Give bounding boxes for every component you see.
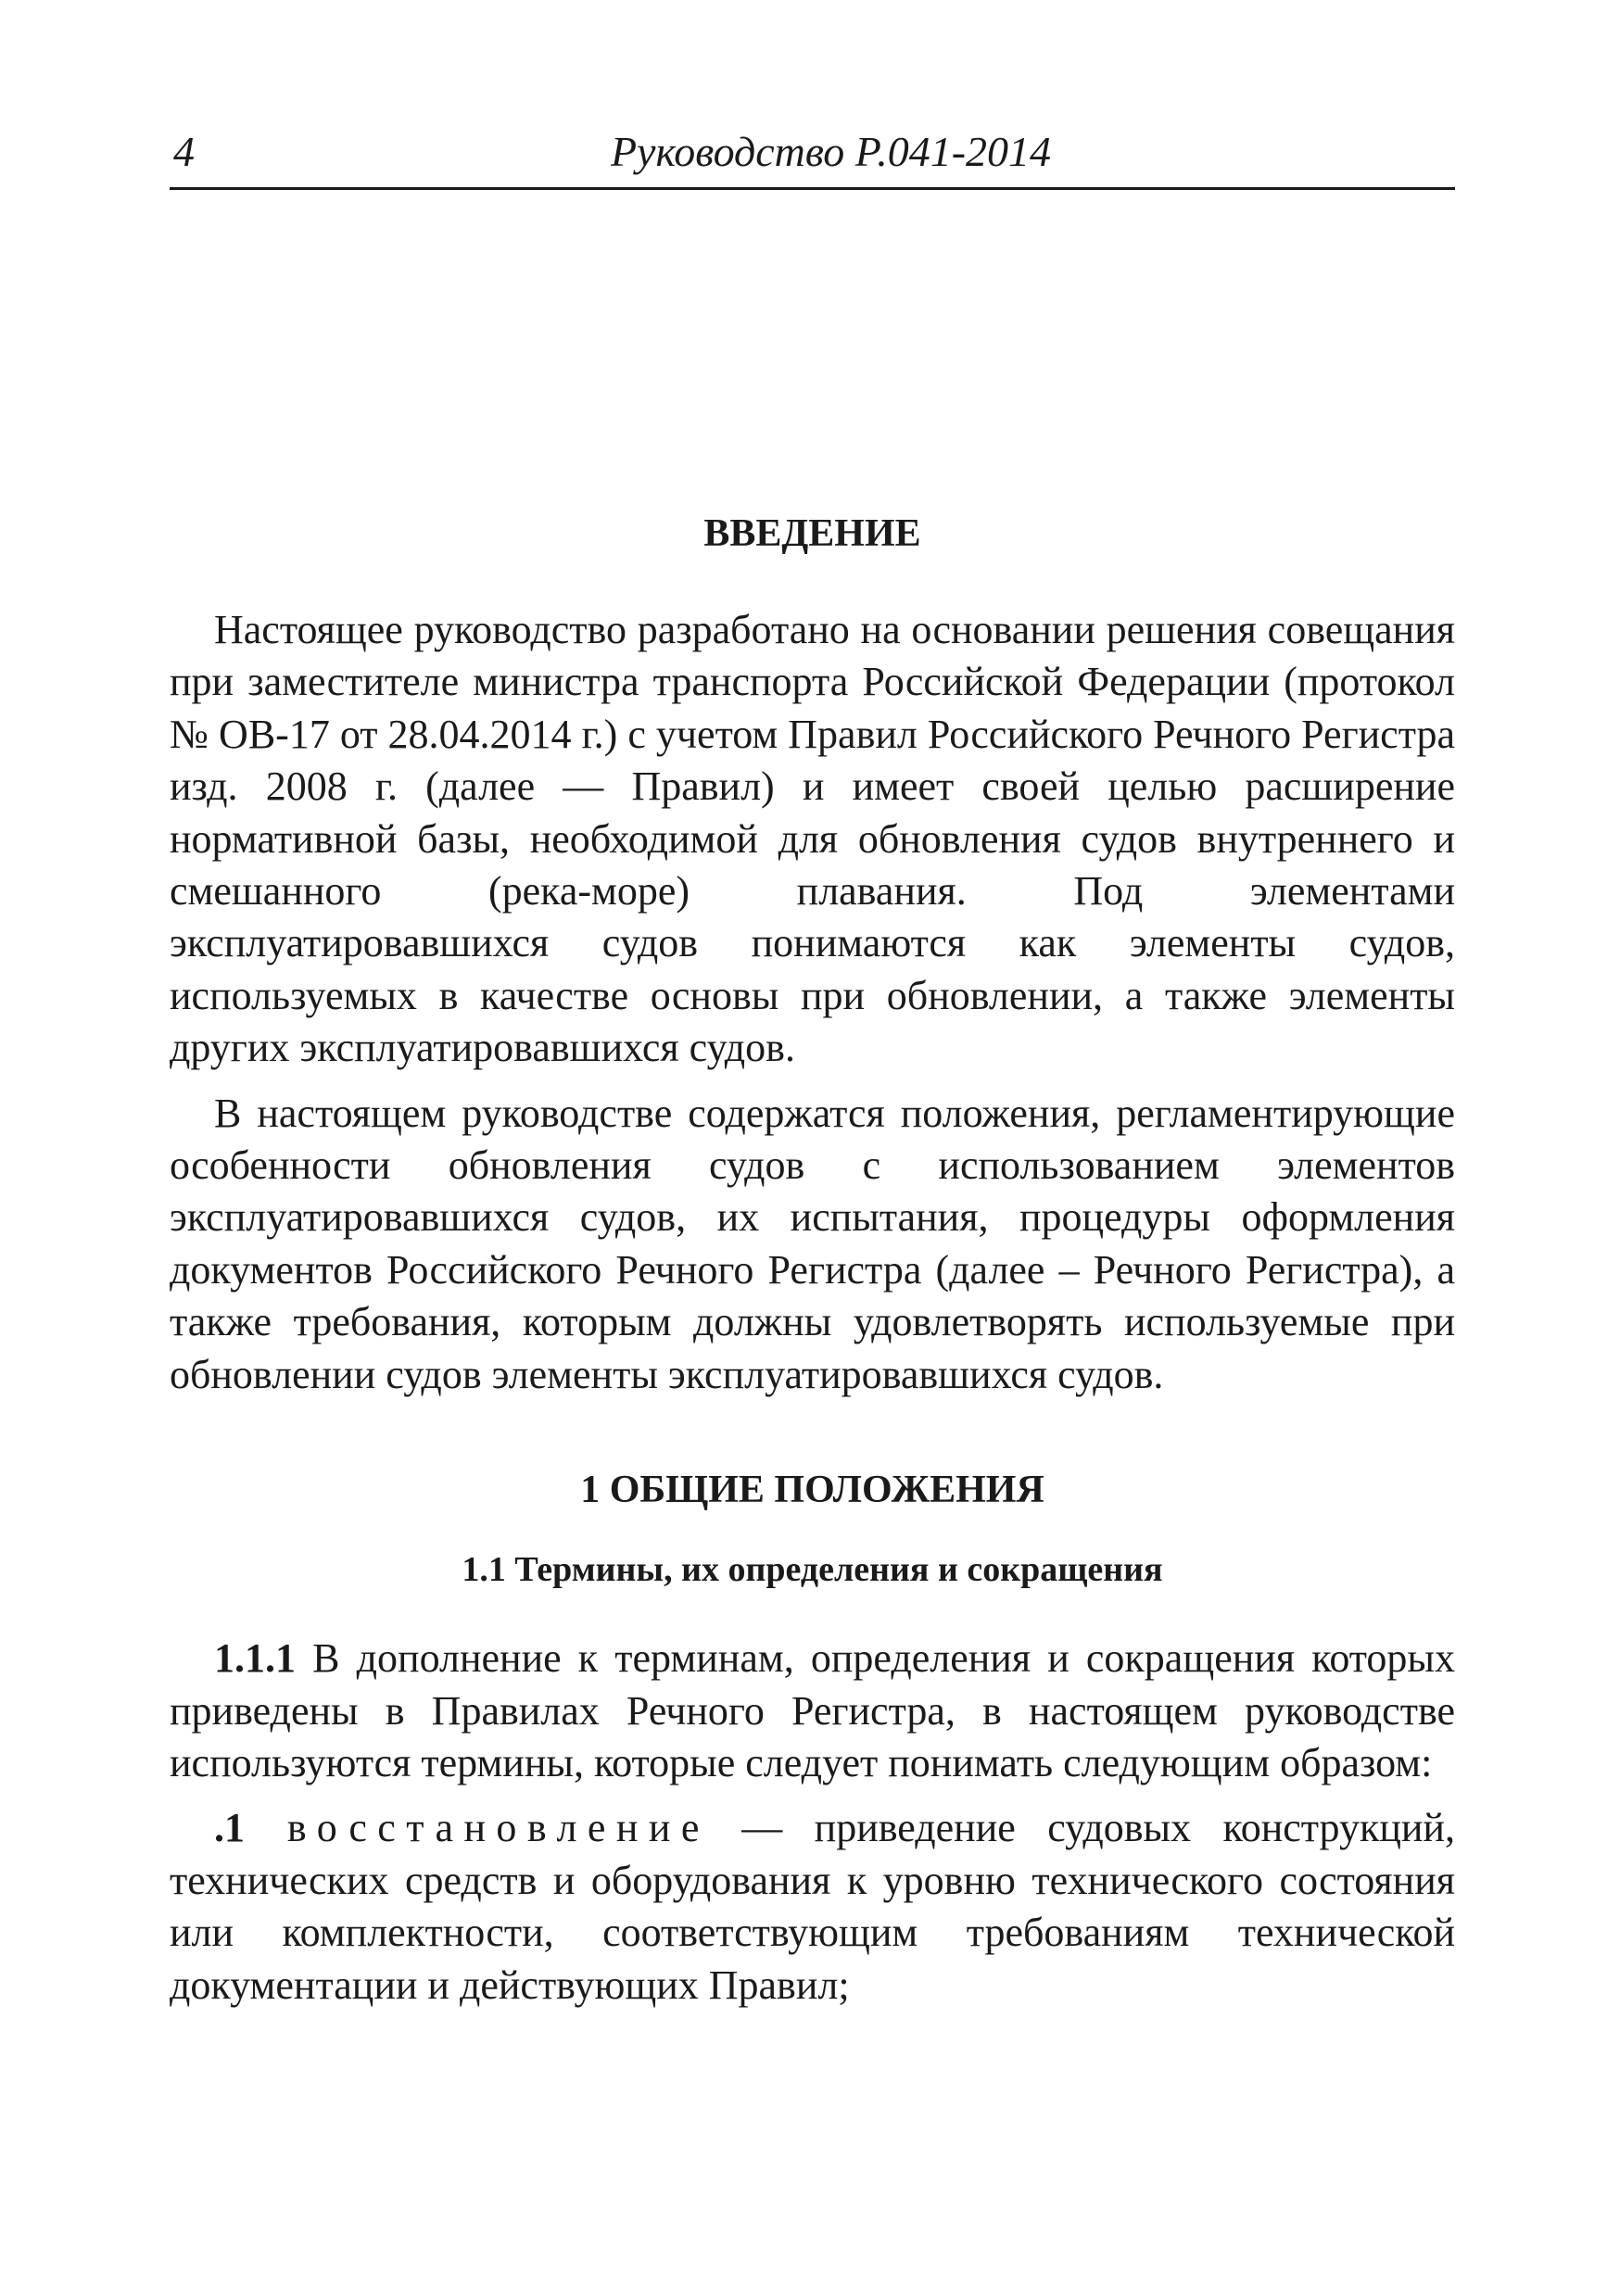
clause-text: В дополнение к терминам, определения и сокращения которых приведены в Правилах Речного Регистра, в настоящем руководстве используются термины, которые следует понимать следующим образом: — [170, 1635, 1455, 1785]
page-number: 4 — [173, 128, 195, 175]
defined-term: восстановление — [245, 1805, 710, 1851]
section-heading: 1 ОБЩИЕ ПОЛОЖЕНИЯ — [580, 1469, 1044, 1512]
definition-text: — приведение судовых конструкций, технических средств и оборудования к уровню технического состояния или комплектности, соответствующим требованиям технической документации и действующих Правил; — [170, 1805, 1455, 2008]
subsection-heading: 1.1 Термины, их определения и сокращения — [462, 1550, 1163, 1590]
clause-number: 1.1.1 — [214, 1635, 296, 1682]
intro-paragraph-1: Настоящее руководство разработано на основании решения совещания при заместителе министра транспорта Российской Федерации (протокол № ОВ-17 от 28.04.2014 г.) с учетом Правил Российского Речного Регистра изд. 2008 г. (далее — Правил) и имеет своей целью расширение нормативной базы, необходимой для обновления судов внутреннего и смешанного (река-море) плавания. Под элементами эксплуатировавшихся судов понимаются как элементы судов, используемых в качестве основы при обновлении, а также элементы других эксплуатировавшихся судов. — [170, 607, 1455, 1071]
item-number: .1 — [214, 1805, 245, 1851]
main-text — [170, 508, 1455, 2012]
intro-paragraph-2: В настоящем руководстве содержатся положения, регламентирующие особенности обновления судов с использованием элементов эксплуатировавшихся судов, их испытания, процедуры оформления документов Российского Речного Регистра (далее – Речного Регистра), а также требования, которым должны удовлетворять используемые при обновлении судов элементы эксплуатировавшихся судов. — [170, 1090, 1455, 1397]
document-title: Руководство Р.041-2014 — [610, 128, 1052, 175]
running-header — [170, 120, 1455, 190]
definition-item-1 — [170, 1802, 1455, 2012]
intro-heading: ВВЕДЕНИЕ — [703, 512, 921, 555]
clause-1-1-1 — [170, 1633, 1455, 1789]
